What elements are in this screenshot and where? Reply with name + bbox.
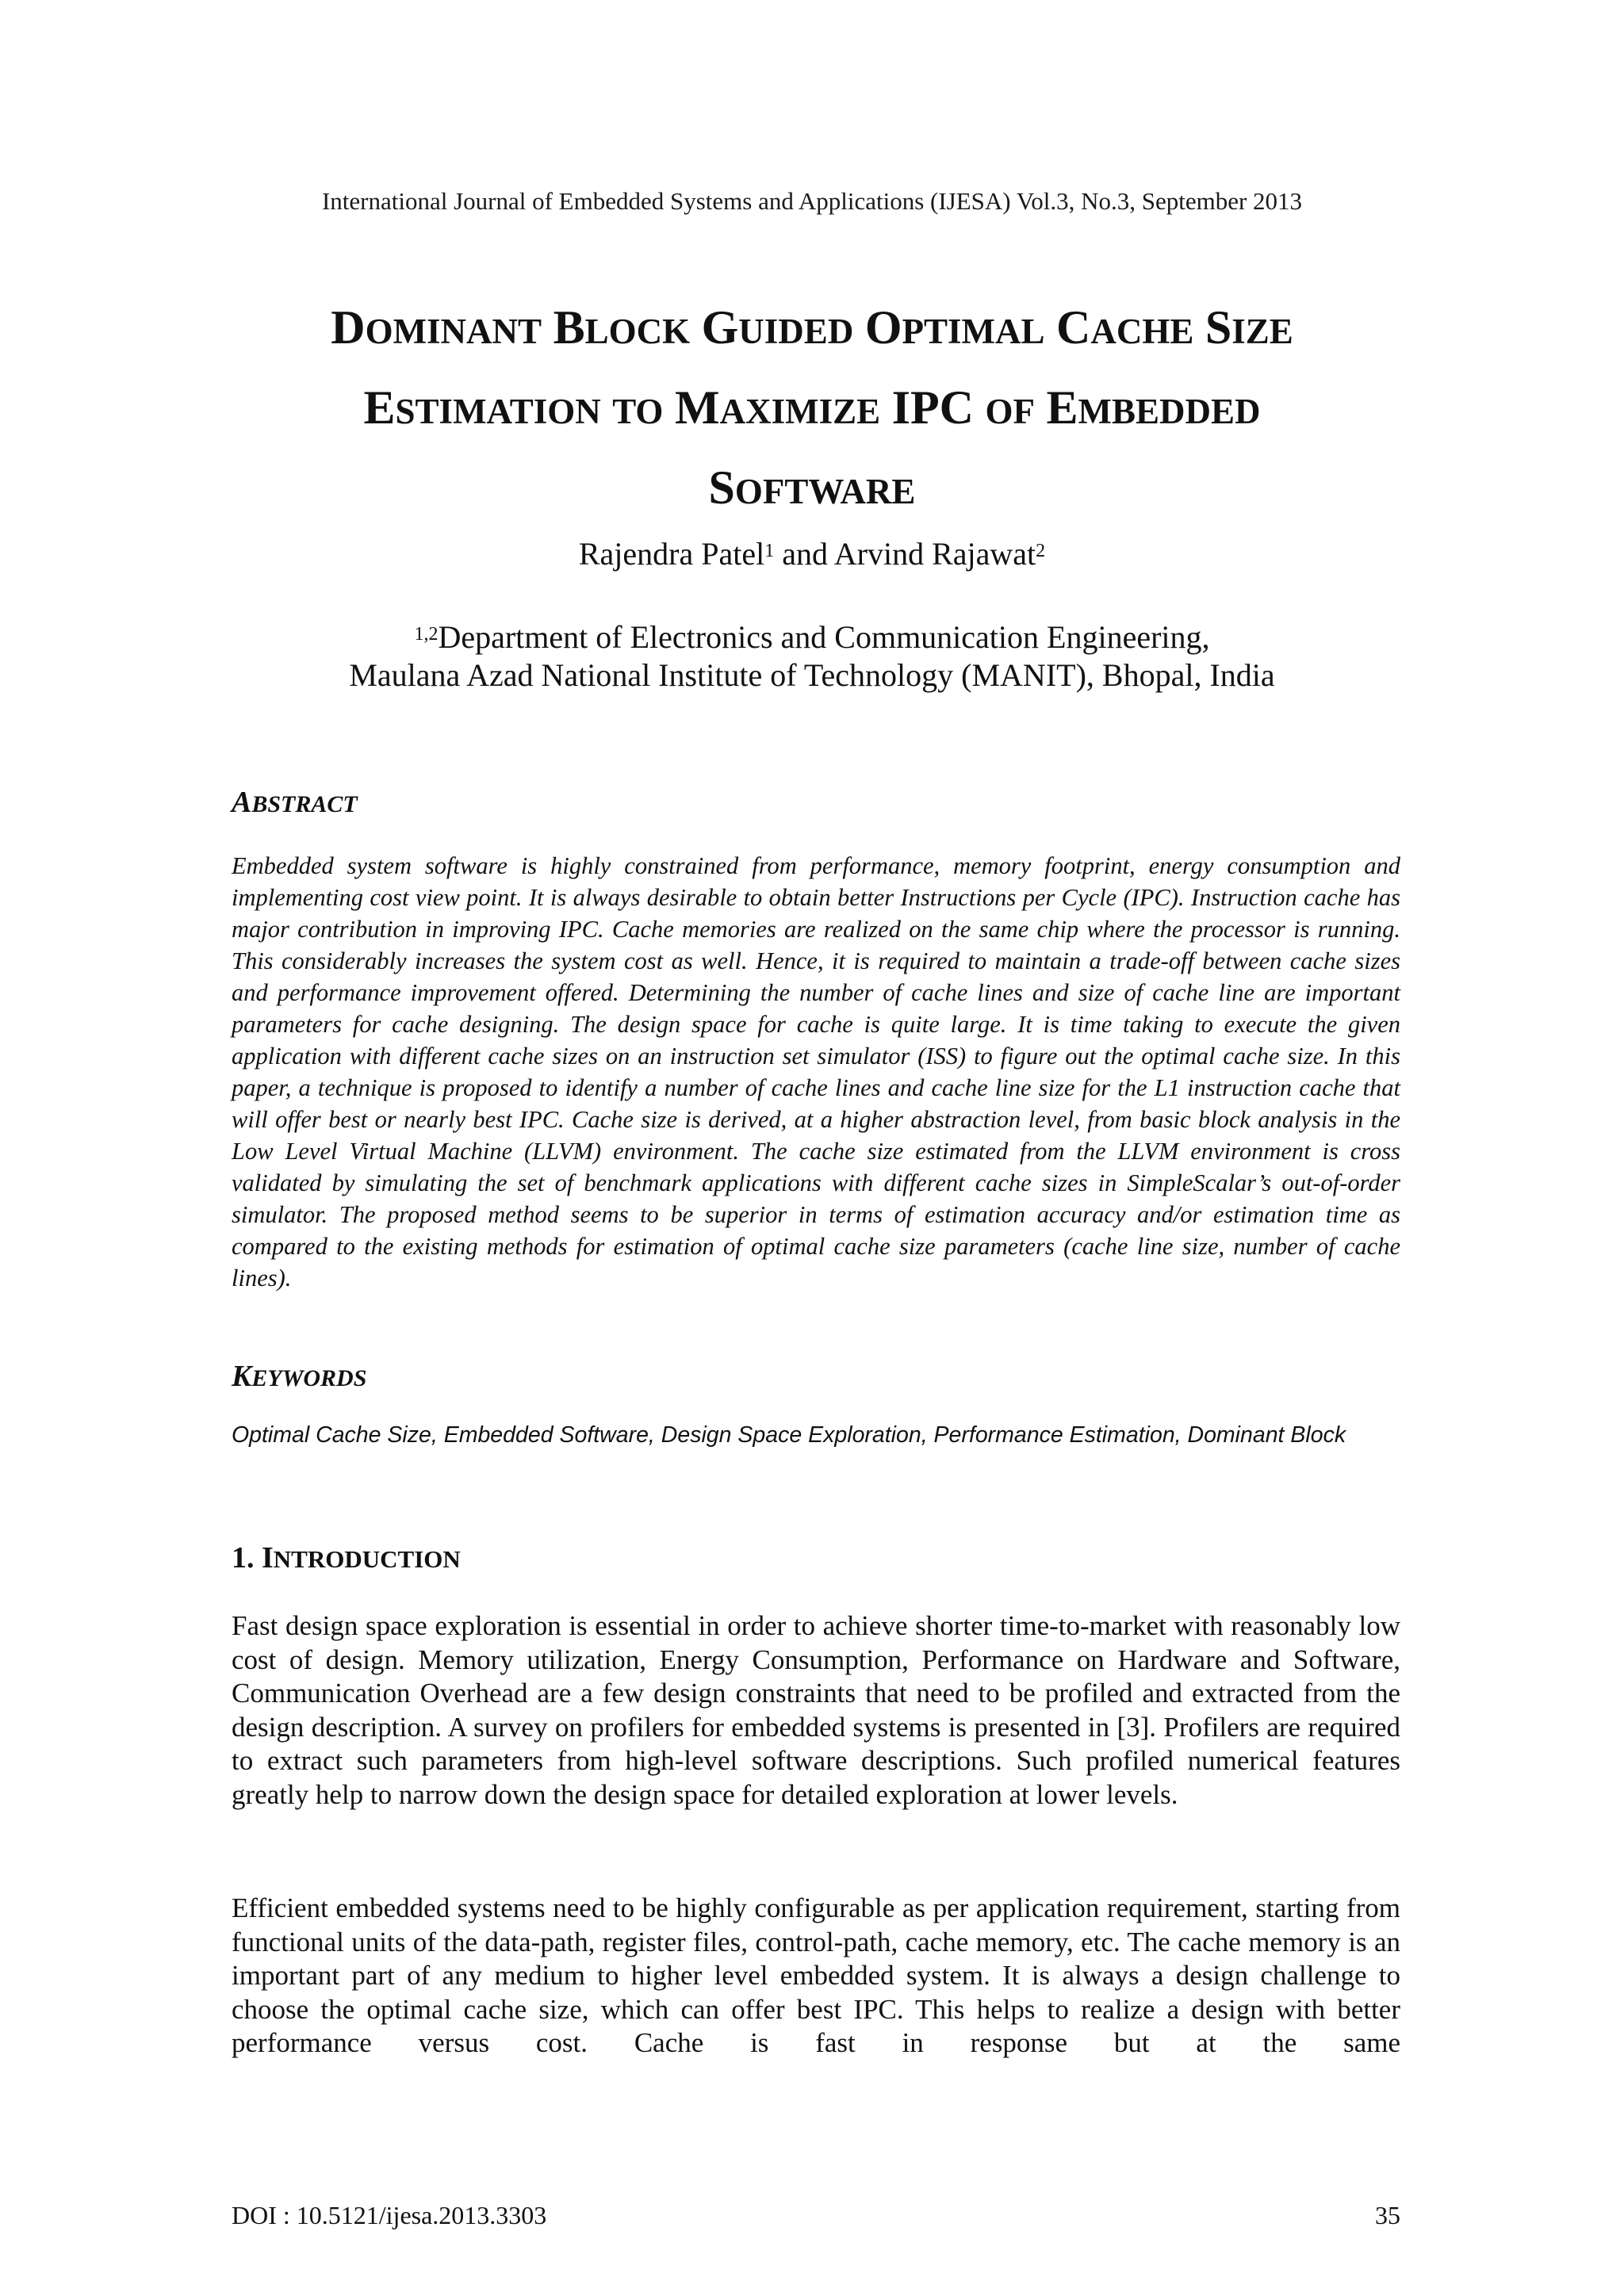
keywords-text: Optimal Cache Size, Embedded Software, Design Space Exploration, Performance Estimation, Dominant Block bbox=[232, 1422, 1346, 1448]
introduction-paragraph-1: Fast design space exploration is essential in order to achieve shorter time-to-market with reasonably low cost of design. Memory utilization, Energy Consumption, Performance on Hardware and Software, Communication Overhead are a few design constraints that need to be profiled and extracted from the design description. A survey on profilers for embedded systems is presented in [3]. Profilers are required to extract such parameters from high-level software descriptions. Such profiled numerical features greatly help to narrow down the design space for detailed exploration at lower levels. bbox=[232, 1610, 1400, 1810]
title-word: ESTIMATION bbox=[363, 381, 601, 434]
author-line bbox=[0, 533, 1624, 576]
author-name: Arvind Rajawat bbox=[833, 536, 1036, 572]
running-header: International Journal of Embedded Systems and Applications (IJESA) Vol.3, No.3, September 2013 bbox=[321, 187, 1303, 215]
author-connector: and bbox=[774, 536, 834, 572]
title-word: OPTIMAL bbox=[864, 301, 1045, 354]
footer-doi: DOI : 10.5121/ijesa.2013.3303 bbox=[232, 2201, 547, 2229]
paper-title bbox=[159, 289, 1465, 530]
abstract-heading: ABSTRACT bbox=[232, 786, 358, 819]
title-word: TO bbox=[612, 392, 664, 431]
title-word: EMBEDDED bbox=[1046, 381, 1261, 434]
author-superscript: 1 bbox=[764, 541, 775, 561]
title-word: CACHE bbox=[1056, 301, 1194, 354]
introduction-paragraph-2: Efficient embedded systems need to be highly configurable as per application requirement, starting from functional units of the data-path, register files, control-path, cache memory, etc. The cache memory is an important part of any medium to higher level embedded system. It is always a design challenge to choose the optimal cache size, which can offer best IPC. This helps to realize a design with better performance versus cost. Cache is fast in response but at the same bbox=[232, 1892, 1400, 2058]
author-name: Rajendra Patel bbox=[578, 536, 765, 572]
title-word: SOFTWARE bbox=[708, 461, 916, 514]
keywords-heading: KEYWORDS bbox=[232, 1360, 367, 1393]
title-line-3 bbox=[159, 450, 1465, 530]
abstract-text: Embedded system software is highly constrained from performance, memory footprint, energy consumption and implementing cost view point. It is always desirable to obtain better Instructions per Cycle (IPC). Instruction cache has major contribution in improving IPC. Cache memories are realized on the same chip where the processor is running. This considerably increases the system cost as well. Hence, it is required to maintain a trade-off between cache sizes and performance improvement offered. Determining the number of cache lines and size of cache line are important parameters for cache designing. The design space for cache is quite large. It is time taking to execute the given application with different cache sizes on an instruction set simulator (ISS) to figure out the optimal cache size. In this paper, a technique is proposed to identify a number of cache lines and cache line size for the L1 instruction cache that will offer best or nearly best IPC. Cache size is derived, at a higher abstraction level, from basic block analysis in the Low Level Virtual Machine (LLVM) environment. The cache size estimated from the LLVM environment is cross validated by simulating the set of benchmark applications with different cache sizes in SimpleScalar’s out-of-order simulator. The proposed method seems to be superior in terms of estimation accuracy and/or estimation time as compared to the existing methods for estimation of optimal cache size parameters (cache line size, number of cache lines). bbox=[232, 852, 1400, 1292]
affiliation-superscript: 1,2 bbox=[414, 624, 439, 645]
author-superscript: 2 bbox=[1036, 541, 1046, 561]
title-word: GUIDED bbox=[701, 301, 854, 354]
title-line-2 bbox=[159, 369, 1465, 450]
affiliation bbox=[0, 618, 1624, 695]
title-word: OF bbox=[985, 392, 1035, 431]
title-line-1 bbox=[159, 289, 1465, 369]
introduction-heading: 1. INTRODUCTION bbox=[232, 1541, 461, 1575]
title-word: BLOCK bbox=[553, 301, 691, 354]
title-word: DOMINANT bbox=[331, 301, 542, 354]
title-word: IPC bbox=[891, 381, 974, 434]
title-word: MAXIMIZE bbox=[674, 381, 881, 434]
affiliation-line-2: Maulana Azad National Institute of Technology (MANIT), Bhopal, India bbox=[349, 657, 1275, 693]
affiliation-line-1: $^{1,2}$Department of Electronics and Communication Engineering, bbox=[414, 619, 1210, 655]
title-word: SIZE bbox=[1205, 301, 1293, 354]
page-number: 35 bbox=[1375, 2201, 1400, 2229]
